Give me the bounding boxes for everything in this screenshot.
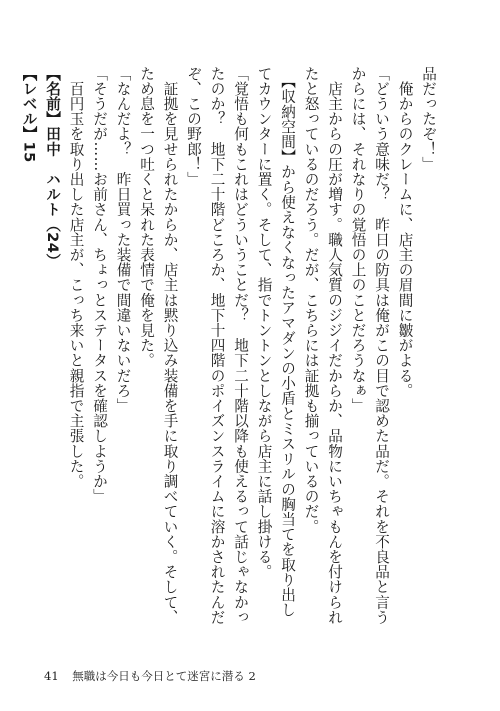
text-line: 俺からのクレームに、店主の眉間に皺がよる。	[396, 66, 414, 399]
text-line: 「覚悟も何もこれはどういうことだ？ 地下二十階以降も使えるって話じゃなかったのか？ 地下二十階どころか、地下十四階のポイズンスライムに溶かされたんだぞ、この野郎！」	[185, 66, 249, 625]
book-title: 無職は今日も今日とて迷宮に潜る 2	[72, 669, 256, 683]
text-line: 店主からの圧が増す。職人気質のジジイだからか、品物にいちゃもんを付けられたと怒っているのだろう。だが、こちらには証拠も揃っているのだ。	[302, 66, 343, 625]
status-level-line: 【レベル】15	[20, 66, 38, 163]
text-line: 「そうだが……お前さん、ちょっとステータスを確認しようか」	[91, 66, 108, 504]
page-footer	[44, 668, 256, 684]
text-line: 証拠を見せられたからか、店主は黙り込み装備を手に取り調べていく。そして、ため息を一つ吐くと呆れた表情で俺を見た。	[138, 66, 179, 625]
vertical-text-body	[20, 66, 440, 626]
text-line: 「どういう意味だ？ 昨日の防具は俺がこの目で認めた品だ。それを不良品と言うからには、それなりの覚悟の上のことだろうなぁ」	[349, 66, 390, 625]
page-number: 41	[44, 669, 59, 683]
text-line: 「なんだよ？ 昨日買った装備で間違いないだろ」	[114, 66, 132, 414]
text-line: 【収納空間】から使えなくなったアマダンの小盾とミスリルの胸当てを取り出してカウンターに置く。そして、指でトントンとしながら店主に話し掛ける。	[255, 66, 296, 618]
text-line: 品だったぞ！」	[420, 66, 437, 172]
text-line: 百円玉を取り出した店主が、こっち来いと親指で主張した。	[67, 66, 85, 489]
status-name-line: 【名前】田中 ハルト（24）	[44, 66, 61, 269]
